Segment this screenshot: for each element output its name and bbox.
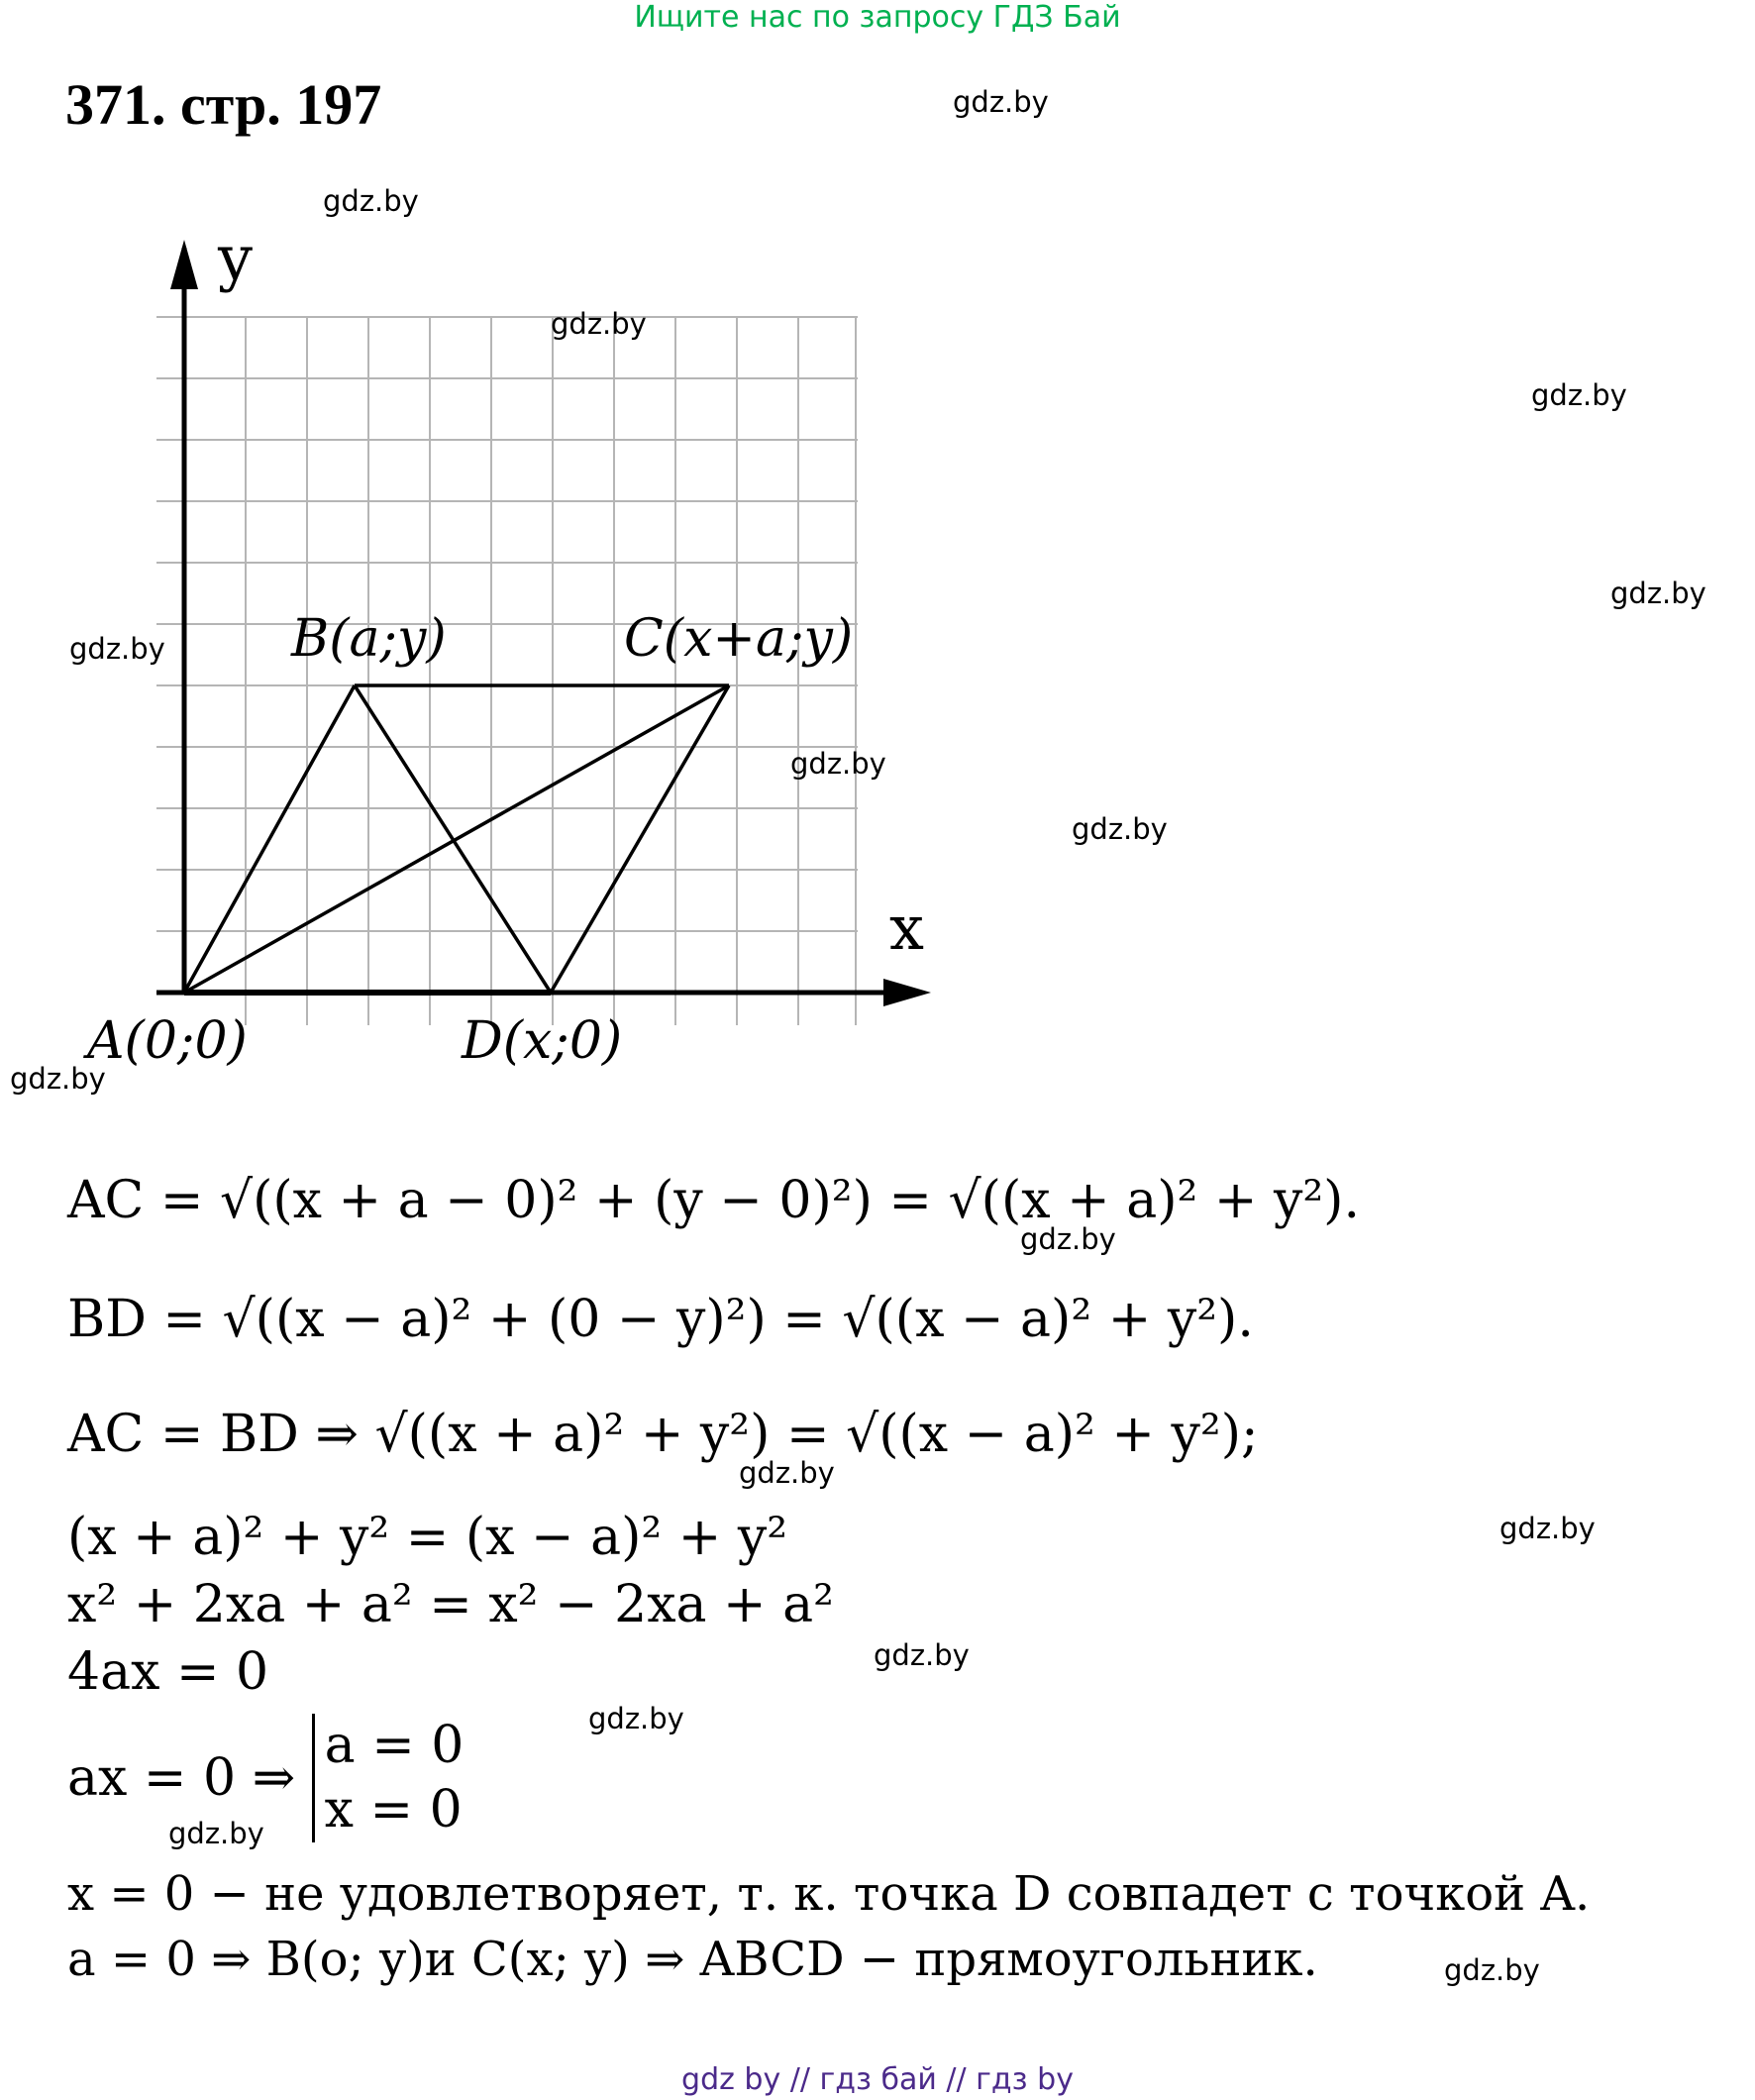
solution-line-squares: (x + a)² + y² = (x − a)² + y²: [67, 1508, 788, 1567]
watermark: gdz.by: [953, 85, 1049, 119]
diagonal-bd: [355, 685, 551, 993]
diagonal-ac: [184, 685, 729, 993]
watermark: gdz.by: [10, 1062, 106, 1096]
watermark: gdz.by: [874, 1638, 970, 1672]
case-x-zero: x = 0: [324, 1780, 463, 1839]
x-axis-label: x: [889, 892, 924, 964]
watermark: gdz.by: [1072, 812, 1168, 846]
solution-line-equality: AC = BD ⇒ √((x + a)² + y²) = √((x − a)² + y²);: [67, 1405, 1259, 1464]
watermark: gdz.by: [1499, 1512, 1596, 1545]
case-system: [312, 1714, 465, 1842]
case-a-zero: a = 0: [324, 1716, 465, 1775]
y-axis-label: y: [218, 222, 254, 294]
watermark: gdz.by: [588, 1702, 684, 1735]
point-label-b: B(a;y): [291, 609, 447, 669]
solution-line-x-rejected: x = 0 − не удовлетворяет, т. к. точка D совпадет с точкой A.: [67, 1866, 1591, 1922]
watermark: gdz.by: [1020, 1222, 1116, 1256]
watermark: gdz.by: [551, 307, 647, 341]
solution-line-system: ax = 0 ⇒ a = 0 x = 0: [67, 1714, 464, 1842]
watermark: gdz.by: [1531, 378, 1627, 412]
point-label-a: A(0;0): [87, 1011, 248, 1071]
x-axis-arrow: [883, 979, 931, 1006]
solution-line-ac: AC = √((x + a − 0)² + (y − 0)²) = √((x + a)² + y²).: [67, 1171, 1361, 1230]
solution-line-4ax: 4ax = 0: [67, 1642, 269, 1702]
solution-line-bd: BD = √((x − a)² + (0 − y)²) = √((x − a)² + y²).: [67, 1290, 1254, 1349]
watermark: gdz.by: [739, 1456, 835, 1490]
search-hint-link[interactable]: Ищите нас по запросу ГДЗ Бай: [634, 0, 1121, 35]
watermark: gdz.by: [69, 632, 165, 666]
y-axis-arrow: [170, 240, 198, 289]
footer-links[interactable]: gdz by // гдз бай // гдз by: [681, 2062, 1074, 2097]
watermark: gdz.by: [1444, 1953, 1540, 1987]
page-title: 371. стр. 197: [65, 72, 382, 137]
watermark: gdz.by: [790, 747, 886, 781]
watermark: gdz.by: [1610, 577, 1706, 610]
grid: [156, 317, 858, 1025]
point-label-d: D(x;0): [462, 1011, 623, 1071]
point-label-c: C(x+a;y): [624, 609, 854, 669]
solution-line-conclusion: a = 0 ⇒ B(o; y)и C(x; y) ⇒ ABCD − прямоугольник.: [67, 1932, 1318, 1987]
solution-line-expanded: x² + 2xa + a² = x² − 2xa + a²: [67, 1575, 835, 1634]
watermark: gdz.by: [323, 184, 419, 218]
watermark: gdz.by: [168, 1817, 264, 1850]
